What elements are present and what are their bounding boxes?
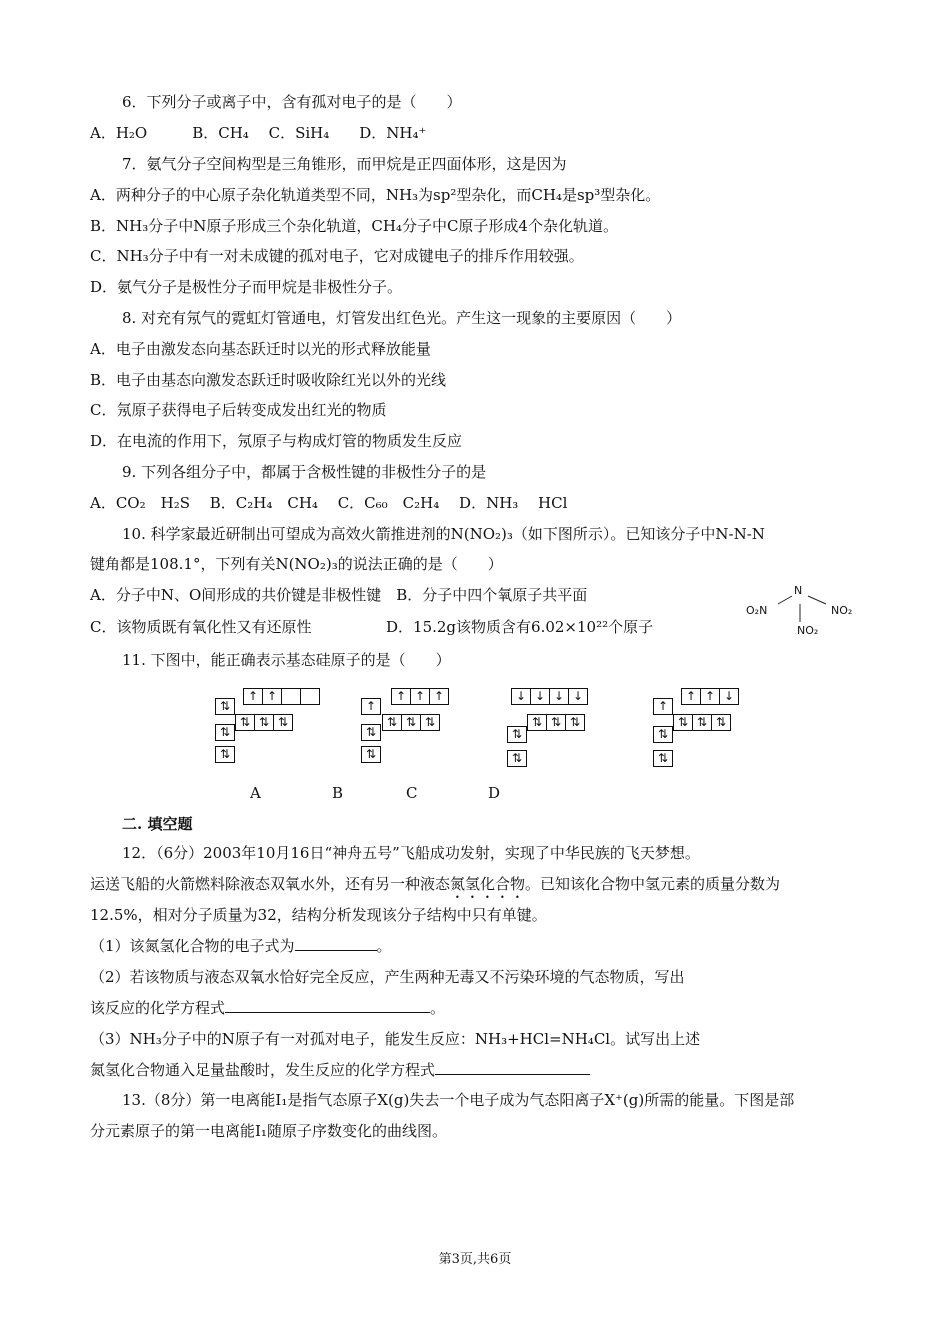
q12-part2-end: 。 bbox=[430, 999, 446, 1017]
orbital-row-b-3 bbox=[362, 724, 381, 741]
q10-option-d: D．15.2g该物质含有6.02×10²²个原子 bbox=[386, 618, 654, 636]
mol-right-no2: NO₂ bbox=[831, 604, 853, 617]
orbital-box: ⇅ bbox=[235, 714, 255, 731]
q11-label-c: C bbox=[406, 784, 418, 802]
orbital-row-b-4 bbox=[362, 746, 381, 763]
mol-center-n: N bbox=[794, 584, 803, 597]
orbital-row-d-3 bbox=[654, 726, 673, 743]
orbital-box: ⇅ bbox=[565, 714, 585, 731]
orbital-row-c-0 bbox=[512, 688, 588, 705]
q12-part3-text: 氮氢化合物通入足量盐酸时，发生反应的化学方程式 bbox=[90, 1061, 436, 1079]
orbital-box: ↑ bbox=[700, 688, 720, 705]
q10-stem-line1: 10. 科学家最近研制出可望成为高效火箭推进剂的N(NO₂)₃（如下图所示）。已知该分子中N-N-N bbox=[122, 525, 765, 543]
q12-stem-part-c: 。已知该化合物中氢元素的质量分数为 bbox=[525, 875, 781, 893]
orbital-box: ⇅ bbox=[527, 714, 547, 731]
q11-label-b: B bbox=[332, 784, 344, 802]
mol-left-no2: O₂N bbox=[746, 604, 768, 617]
orbital-box: ⇅ bbox=[273, 714, 293, 731]
q11-stem: 11. 下图中，能正确表示基态硅原子的是（ ） bbox=[122, 651, 451, 669]
answer-blank-1[interactable] bbox=[295, 936, 377, 951]
q7-option-a: A．两种分子的中心原子杂化轨道类型不同，NH₃为sp²型杂化，而CH₄是sp³型杂化。 bbox=[90, 186, 661, 204]
q12-emphasis: 氮氢化合物 bbox=[450, 875, 526, 893]
q12-stem-line2 bbox=[90, 874, 780, 902]
orbital-box: ⇅ bbox=[382, 714, 402, 731]
page-footer: 第3页,共6页 bbox=[438, 1252, 512, 1267]
orbital-box: ↓ bbox=[530, 688, 550, 705]
orbital-row-a-0 bbox=[244, 688, 320, 705]
mol-bottom-no2: NO₂ bbox=[797, 624, 819, 637]
orbital-row-b-1 bbox=[383, 714, 440, 731]
orbital-row-a-4 bbox=[216, 746, 235, 763]
q8-option-a: A．电子由激发态向基态跃迁时以光的形式释放能量 bbox=[90, 340, 431, 358]
q12-stem-line3: 12.5%，相对分子质量为32，结构分析发现该分子结构中只有单键。 bbox=[90, 906, 547, 924]
q10-option-c: C．该物质既有氧化性又有还原性 bbox=[90, 618, 312, 636]
q10-stem-line2: 键角都是108.1°，下列有关N(NO₂)₃的说法正确的是（ ） bbox=[90, 555, 503, 573]
q6-options: A．H₂O B．CH₄ C．SiH₄ D．NH₄⁺ bbox=[90, 124, 427, 142]
orbital-row-b-0 bbox=[392, 688, 449, 705]
q6-stem: 6．下列分子或离子中，含有孤对电子的是（ ） bbox=[122, 93, 462, 111]
q7-option-d: D．氨气分子是极性分子而甲烷是非极性分子。 bbox=[90, 278, 403, 296]
q7-stem: 7．氨气分子空间构型是三角锥形，而甲烷是正四面体形，这是因为 bbox=[122, 155, 567, 173]
q11-label-a: A bbox=[250, 784, 261, 802]
orbital-box: ↑ bbox=[653, 698, 673, 715]
q8-option-b: B．电子由基态向激发态跃迁时吸收除红光以外的光线 bbox=[90, 371, 447, 389]
orbital-box: ↑ bbox=[410, 688, 430, 705]
orbital-box: ↑ bbox=[681, 688, 701, 705]
orbital-box: ↓ bbox=[719, 688, 739, 705]
q8-option-d: D．在电流的作用下，氖原子与构成灯管的物质发生反应 bbox=[90, 432, 463, 450]
orbital-box: ↑ bbox=[262, 688, 282, 705]
orbital-box: ⇅ bbox=[692, 714, 712, 731]
q7-option-c: C．NH₃分子中有一对未成键的孤对电子，它对成键电子的排斥作用较强。 bbox=[90, 247, 584, 265]
orbital-box: ⇅ bbox=[546, 714, 566, 731]
q8-option-c: C．氖原子获得电子后转变成发出红光的物质 bbox=[90, 401, 387, 419]
orbital-box: ⇅ bbox=[507, 726, 527, 743]
orbital-row-d-2 bbox=[654, 698, 673, 715]
orbital-row-c-2 bbox=[508, 726, 527, 743]
orbital-box: ⇅ bbox=[673, 714, 693, 731]
orbital-box: ⇅ bbox=[420, 714, 440, 731]
orbital-box: ⇅ bbox=[361, 724, 381, 741]
orbital-box: ⇅ bbox=[215, 724, 235, 741]
q12-part3-line2 bbox=[90, 1060, 590, 1080]
q12-part2-line1: （2）若该物质与液态双氧水恰好完全反应，产生两种无毒又不污染环境的气态物质，写出 bbox=[90, 968, 685, 986]
orbital-box bbox=[300, 688, 320, 705]
mol-bonds bbox=[770, 590, 840, 630]
orbital-box: ⇅ bbox=[653, 750, 673, 767]
answer-blank-3[interactable] bbox=[435, 1060, 590, 1075]
orbital-row-d-0 bbox=[682, 688, 739, 705]
orbital-box: ⇅ bbox=[711, 714, 731, 731]
q12-part3-line1: （3）NH₃分子中的N原子有一对孤对电子，能发生反应：NH₃+HCl=NH₄Cl。试写出上述 bbox=[90, 1030, 701, 1048]
q13-stem-line2: 分元素原子的第一电离能I₁随原子序数变化的曲线图。 bbox=[90, 1122, 447, 1140]
q9-stem: 9. 下列各组分子中，都属于含极性键的非极性分子的是 bbox=[122, 463, 487, 481]
orbital-box: ⇅ bbox=[507, 750, 527, 767]
orbital-box: ⇅ bbox=[653, 726, 673, 743]
orbital-box: ⇅ bbox=[401, 714, 421, 731]
orbital-row-b-2 bbox=[362, 698, 381, 715]
orbital-row-a-3 bbox=[216, 724, 235, 741]
q11-label-d: D bbox=[488, 784, 501, 802]
orbital-row-d-4 bbox=[654, 750, 673, 767]
q12-part2-line2 bbox=[90, 998, 445, 1018]
q10-options-ab: A．分子中N、O间形成的共价键是非极性键 B．分子中四个氧原子共平面 bbox=[90, 586, 588, 604]
orbital-box: ⇅ bbox=[215, 746, 235, 763]
orbital-box: ↓ bbox=[511, 688, 531, 705]
section-title: 二. 填空题 bbox=[122, 815, 193, 833]
answer-blank-2[interactable] bbox=[225, 998, 430, 1013]
orbital-row-a-2 bbox=[216, 698, 235, 715]
orbital-row-c-1 bbox=[528, 714, 585, 731]
orbital-box: ⇅ bbox=[361, 746, 381, 763]
orbital-row-d-1 bbox=[674, 714, 731, 731]
q7-option-b: B．NH₃分子中N原子形成三个杂化轨道，CH₄分子中C原子形成4个杂化轨道。 bbox=[90, 217, 618, 235]
q13-stem-line1: 13.（8分）第一电离能I₁是指气态原子X(g)失去一个电子成为气态阳离子X⁺(g)所需的能量。下图是部 bbox=[122, 1091, 795, 1109]
orbital-box: ↓ bbox=[549, 688, 569, 705]
q8-stem: 8. 对充有氖气的霓虹灯管通电，灯管发出红色光。产生这一现象的主要原因（ ） bbox=[122, 309, 682, 327]
q12-stem-line1: 12．（6分）2003年10月16日“神舟五号”飞船成功发射，实现了中华民族的飞天梦想。 bbox=[122, 844, 700, 862]
orbital-row-a-1 bbox=[236, 714, 293, 731]
orbital-box: ⇅ bbox=[254, 714, 274, 731]
q9-options: A．CO₂ H₂S B．C₂H₄ CH₄ C．C₆₀ C₂H₄ D．NH₃ HCl bbox=[90, 494, 568, 512]
q12-part1 bbox=[90, 936, 392, 956]
q12-part1-end: 。 bbox=[376, 937, 392, 955]
q12-part1-text: （1）该氮氢化合物的电子式为 bbox=[90, 937, 295, 955]
orbital-row-c-3 bbox=[508, 750, 527, 767]
orbital-box: ↑ bbox=[391, 688, 411, 705]
orbital-box bbox=[281, 688, 301, 705]
q12-part2-text: 该反应的化学方程式 bbox=[90, 999, 226, 1017]
orbital-box: ↑ bbox=[429, 688, 449, 705]
orbital-box: ↑ bbox=[361, 698, 381, 715]
orbital-box: ↑ bbox=[243, 688, 263, 705]
orbital-box: ↓ bbox=[568, 688, 588, 705]
q12-stem-part-a: 运送飞船的火箭燃料除液态双氧水外，还有另一种液态 bbox=[90, 875, 451, 893]
orbital-box: ⇅ bbox=[215, 698, 235, 715]
